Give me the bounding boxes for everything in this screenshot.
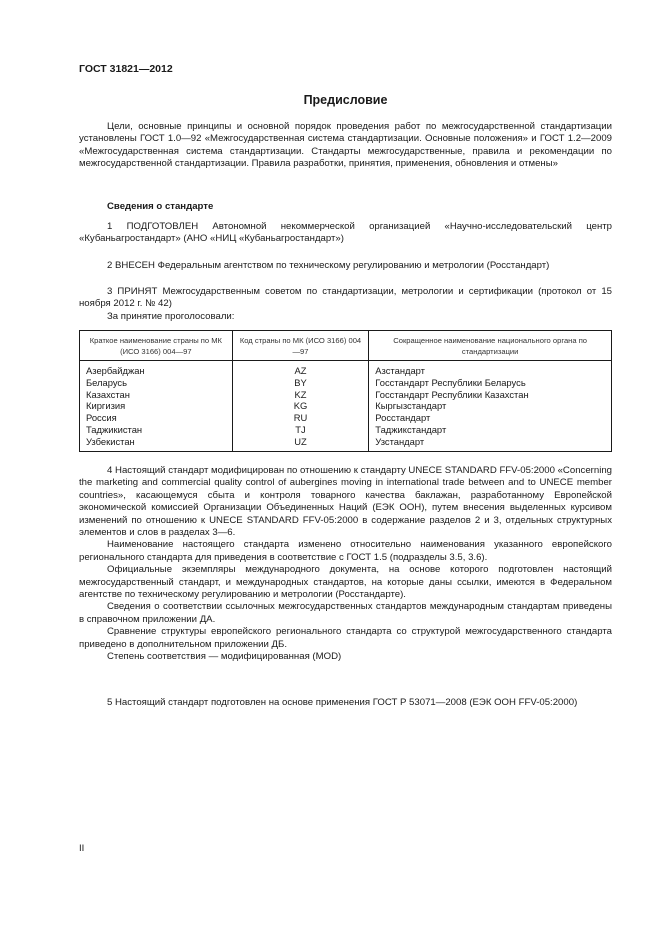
country-code: BY — [232, 377, 369, 389]
item-4-structure: Сравнение структуры европейского регионального стандарта со структурой межгосударственного стандарта приведено в дополнительном приложении ДБ. — [79, 626, 612, 650]
item-3-text: 3 ПРИНЯТ Межгосударственным советом по стандартизации, метрологии и сертификации (протокол от 15 ноября 2012 г. № 42) — [79, 286, 612, 310]
table-row — [80, 412, 612, 424]
country-code: TJ — [232, 424, 369, 436]
country-code: KG — [232, 400, 369, 412]
standards-body: Госстандарт Республики Казахстан — [369, 389, 612, 401]
country-name: Таджикистан — [80, 424, 233, 436]
table-row — [80, 361, 612, 377]
country-name: Россия — [80, 412, 233, 424]
table-row — [80, 400, 612, 412]
voting-countries-table — [79, 330, 612, 452]
country-name: Киргизия — [80, 400, 233, 412]
standards-body: Кыргызстандарт — [369, 400, 612, 412]
standards-body: Таджикстандарт — [369, 424, 612, 436]
standards-body: Узстандарт — [369, 436, 612, 451]
page-title: Предисловие — [303, 93, 388, 107]
item-4-references: Сведения о соответствии ссылочных межгосударственных стандартов международным стандартам приведены в справочном приложении ДА. — [79, 601, 612, 625]
item-1 — [79, 221, 612, 246]
item-5-text: 5 Настоящий стандарт подготовлен на основе применения ГОСТ Р 53071—2008 (ЕЭК ООН FFV-05:2000) — [107, 697, 578, 708]
country-name: Азербайджан — [80, 361, 233, 377]
item-4-conformity: Степень соответствия — модифицированная (MOD) — [107, 651, 342, 663]
column-header-country: Краткое наименование страны по МК (ИСО 3166) 004—97 — [80, 331, 233, 361]
country-code: UZ — [232, 436, 369, 451]
country-code: KZ — [232, 389, 369, 401]
country-code: AZ — [232, 361, 369, 377]
table-row — [80, 389, 612, 401]
table-row — [80, 377, 612, 389]
item-5 — [79, 697, 612, 709]
item-3 — [79, 286, 612, 323]
item-4-official-copies: Официальные экземпляры международного документа, на основе которого подготовлен настоящий межгосударственный стандарт, и международных стандартов, на которые даны ссылки, имеются в Федеральном агентстве по техническому регулированию и метрологии (Росстандарте). — [79, 564, 612, 601]
country-code: RU — [232, 412, 369, 424]
table-row — [80, 436, 612, 451]
intro-section — [79, 121, 612, 171]
item-2 — [79, 260, 612, 272]
country-name: Беларусь — [80, 377, 233, 389]
item-4-title-note: Наименование настоящего стандарта изменено относительно наименования указанного европейского регионального стандарта для приведения в соответствие с ГОСТ 1.5 (подразделы 3.5, 3.6). — [79, 539, 612, 563]
section-heading: Сведения о стандарте — [107, 201, 214, 212]
item-4 — [79, 465, 612, 664]
country-name: Казахстан — [80, 389, 233, 401]
column-header-authority: Сокращенное наименование национального органа по стандартизации — [369, 331, 612, 361]
item-2-text: 2 ВНЕСЕН Федеральным агентством по техническому регулированию и метрологии (Росстандарт) — [107, 260, 550, 271]
standards-body: Азстандарт — [369, 361, 612, 377]
standards-body: Госстандарт Республики Беларусь — [369, 377, 612, 389]
country-name: Узбекистан — [80, 436, 233, 451]
item-4-text: 4 Настоящий стандарт модифицирован по отношению к стандарту UNECE STANDARD FFV-05:2000 «Concerning the marketing and commercial quality control of aubergines moving in international trade between and to UNECE member countries», касающемуся сбыта и контроля товарного качества баклажан, разработанному Европейской экономической комиссией Организации Объединенных Наций (ЕЭК ООН), путем внесения выделенных курсивом изменений по отношению к UNECE STANDARD FFV-05:2000 в содержание разделов 2 и 3, отдельных структурных элементов и слов в разделах 3—6. — [79, 465, 612, 539]
table-row — [80, 424, 612, 436]
voted-label: За принятие проголосовали: — [107, 310, 235, 322]
standards-body: Росстандарт — [369, 412, 612, 424]
intro-paragraph: Цели, основные принципы и основной порядок проведения работ по межгосударственной стандартизации установлены ГОСТ 1.0—92 «Межгосударственная система стандартизации. Основные положения» и ГОСТ 1.2—2009 «Межгосударственная система стандартизации. Стандарты межгосударственные, правила и рекомендации по межгосударственной стандартизации. Правила разработки, принятия, применения, обновления и отмены» — [79, 121, 612, 170]
column-header-code: Код страны по МК (ИСО 3166) 004—97 — [232, 331, 369, 361]
item-1-text: 1 ПОДГОТОВЛЕН Автономной некоммерческой организацией «Научно-исследовательский центр «Кубаньагростандарт» (АНО «НИЦ «Кубаньагростандарт») — [79, 221, 612, 245]
page-number: II — [79, 843, 85, 854]
document-code: ГОСТ 31821—2012 — [79, 63, 173, 75]
table-header-row — [80, 331, 612, 361]
